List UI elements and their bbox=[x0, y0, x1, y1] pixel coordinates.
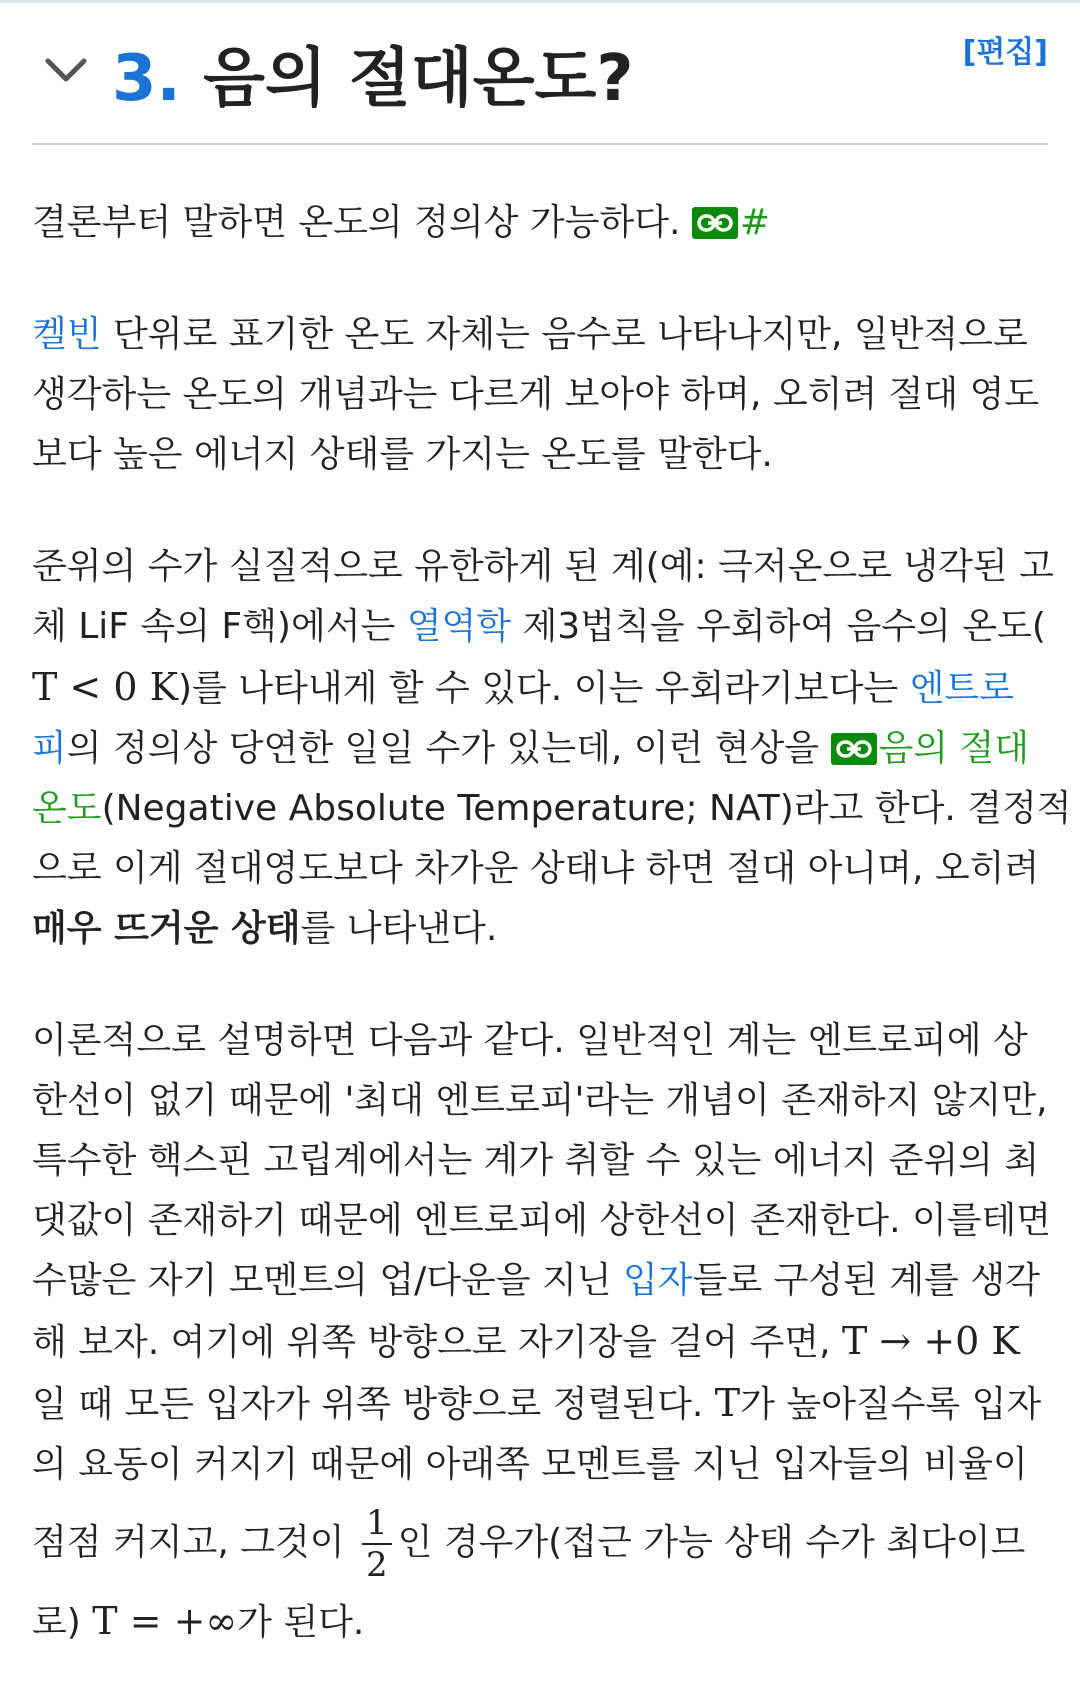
paragraph-2 bbox=[32, 305, 1048, 485]
link-icon[interactable] bbox=[692, 207, 738, 239]
p3-line6: 으로 이게 절대영도보다 차가운 상태냐 하면 절대 아니며, 오히려 bbox=[32, 848, 1040, 889]
fraction-denominator: 2 bbox=[365, 1545, 388, 1585]
p4-line8: 의 요동이 커지기 때문에 아래쪽 모멘트를 지닌 입자들의 비율이 bbox=[32, 1444, 1028, 1485]
link-entropy[interactable]: 엔트로 bbox=[909, 668, 1014, 709]
p4-line7a: 일 때 모든 입자가 위쪽 방향으로 정렬된다. bbox=[32, 1384, 715, 1425]
fraction-numerator: 1 bbox=[362, 1503, 392, 1545]
p3-line3a: )를 나타내게 할 수 있다. 이는 우회라기보다는 bbox=[178, 668, 910, 709]
p2-line2: 생각하는 온도의 개념과는 다르게 보아야 하며, 오히려 절대 영도 bbox=[32, 374, 1040, 415]
p4-line3: 특수한 핵스핀 고립계에서는 계가 취할 수 있는 에너지 준위의 최 bbox=[32, 1140, 1040, 1181]
edit-link[interactable]: [편집] bbox=[962, 35, 1048, 70]
p4-line10b: 가 된다. bbox=[237, 1602, 365, 1643]
p4-line2: 한선이 없기 때문에 '최대 엔트로피'라는 개념이 존재하지 않지만, bbox=[32, 1080, 1048, 1121]
p2-line3: 보다 높은 에너지 상태를 가지는 온도를 말한다. bbox=[32, 434, 773, 475]
p3-line7b: 를 나타낸다. bbox=[300, 908, 498, 949]
p3-line4a: 의 정의상 당연한 일일 수가 있는데, 이런 현상을 bbox=[66, 728, 831, 769]
p3-line1: 준위의 수가 실질적으로 유한하게 된 계(예: 극저온으로 냉각된 고 bbox=[32, 546, 1054, 587]
link-negative-absolute-temperature-cont[interactable]: 온도 bbox=[32, 788, 102, 829]
p3-line5b: (Negative Absolute Temperature; NAT)라고 한다. 결정적 bbox=[101, 788, 1072, 829]
footnote-link[interactable]: # bbox=[739, 202, 771, 243]
article-body bbox=[0, 145, 1080, 1653]
link-particle[interactable]: 입자 bbox=[623, 1260, 693, 1301]
link-kelvin[interactable]: 켈빈 bbox=[32, 314, 102, 355]
p3-line2a: 체 LiF 속의 F핵)에서는 bbox=[32, 606, 407, 647]
link-entropy-cont[interactable]: 피 bbox=[32, 728, 67, 769]
link-icon[interactable] bbox=[831, 733, 877, 765]
paragraph-3 bbox=[32, 537, 1072, 959]
section-title-text: 음의 절대온도? bbox=[203, 42, 634, 116]
p4-line9a: 점점 커지고, 그것이 bbox=[32, 1522, 356, 1563]
bold-very-hot-state: 매우 뜨거운 상태 bbox=[32, 908, 301, 949]
p4-line9b: 인 경우가(접근 가능 상태 수가 최다이므 bbox=[397, 1522, 1026, 1563]
paragraph-4 bbox=[32, 1011, 1052, 1653]
link-negative-absolute-temperature[interactable]: 음의 절대 bbox=[878, 728, 1030, 769]
chevron-down-icon[interactable] bbox=[42, 55, 90, 85]
p1-text: 결론부터 말하면 온도의 정의상 가능하다. bbox=[32, 202, 692, 243]
math-t-to-0k: T → +0 K bbox=[841, 1319, 1020, 1363]
link-thermodynamics[interactable]: 열역학 bbox=[406, 606, 512, 647]
p4-line5a: 수많은 자기 모멘트의 업/다운을 지닌 bbox=[32, 1260, 623, 1301]
p4-line9 bbox=[32, 1503, 1026, 1585]
p4-line5b: 들로 구성된 계를 생각 bbox=[692, 1260, 1040, 1301]
fraction-one-half bbox=[362, 1503, 392, 1585]
p4-line7b: 가 높아질수록 입자 bbox=[740, 1384, 1042, 1425]
paragraph-1 bbox=[32, 193, 1048, 253]
p4-line4: 댓값이 존재하기 때문에 엔트로피에 상한선이 존재한다. 이를테면 bbox=[32, 1200, 1052, 1241]
p4-line6a: 해 보자. 여기에 위쪽 방향으로 자기장을 걸어 주면, bbox=[32, 1322, 842, 1363]
section-header bbox=[32, 3, 1048, 145]
math-t: T bbox=[714, 1381, 741, 1425]
math-t-eq-inf: T = +∞ bbox=[92, 1599, 238, 1643]
section-title bbox=[112, 37, 633, 121]
p3-line2b: 제3법칙을 우회하여 음수의 온도( bbox=[511, 606, 1046, 647]
section-number[interactable]: 3. bbox=[112, 42, 181, 116]
p4-line1: 이론적으로 설명하면 다음과 같다. 일반적인 계는 엔트로피에 상 bbox=[32, 1020, 1028, 1061]
p2-line1: 단위로 표기한 온도 자체는 음수로 나타나지만, 일반적으로 bbox=[101, 314, 1028, 355]
p4-line10a: 로) bbox=[32, 1602, 93, 1643]
math-t-lt-0k: T < 0 K bbox=[32, 665, 178, 709]
